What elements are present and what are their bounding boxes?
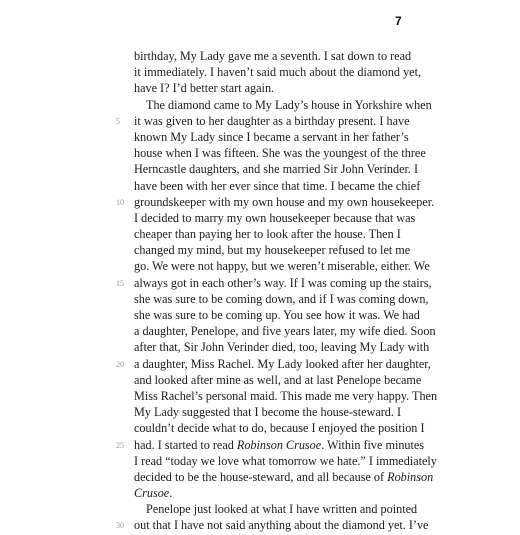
line-text: go. We were not happy, but we weren’t miserable, either. We [134, 259, 430, 274]
text-line [134, 388, 438, 404]
line-text: out that I have not said anything about the diamond yet. I’ve [134, 518, 429, 533]
text-line [134, 178, 421, 194]
text-line [116, 113, 410, 129]
text-line [134, 48, 412, 64]
line-number: 25 [116, 440, 124, 450]
text-line [116, 437, 425, 453]
line-text: Herncastle daughters, and she married Sir John Verinder. I [134, 162, 419, 177]
text-line [134, 129, 409, 145]
text-line [134, 242, 411, 258]
line-text: have been with her ever since that time. I became the chief [134, 178, 421, 193]
text-line [134, 161, 419, 177]
text-line [134, 469, 434, 485]
line-text: and looked after mine as well, and at last Penelope became [134, 372, 422, 387]
page-number: 7 [395, 14, 402, 28]
text-line [134, 420, 425, 436]
line-number: 5 [116, 116, 120, 126]
text-line [116, 194, 435, 210]
body-text [116, 48, 438, 534]
line-text: house when I was fifteen. She was the youngest of the three [134, 146, 426, 161]
line-text: . [169, 486, 173, 501]
line-text: known My Lady since I became a servant in her father’s [134, 129, 409, 144]
text-line [134, 372, 422, 388]
line-text: it was given to her daughter as a birthday present. I have [134, 113, 410, 128]
text-line [134, 258, 430, 274]
line-number: 15 [116, 278, 124, 288]
text-line [134, 291, 429, 307]
text-line [134, 210, 416, 226]
line-text: I read “today we love what tomorrow we hate.” I immediately [134, 453, 437, 468]
text-line [134, 97, 432, 113]
line-text: had. I started to read [134, 437, 237, 452]
text-line [134, 501, 418, 517]
text-line [116, 517, 429, 533]
line-text: she was sure to be coming down, and if I was coming down, [134, 291, 429, 306]
line-text: couldn’t decide what to do, because I enjoyed the position I [134, 421, 425, 436]
text-line [134, 339, 430, 355]
line-text: I decided to marry my own housekeeper because that was [134, 210, 416, 225]
text-line [134, 453, 437, 469]
italic-title: Crusoe [134, 486, 170, 501]
line-text: she was sure to be coming up. You see how it was. We had [134, 308, 420, 322]
line-text: My Lady suggested that I become the house-steward. I [134, 405, 402, 420]
text-line [134, 323, 436, 339]
line-text: decided to be the house-steward, and all because of [134, 469, 388, 484]
line-text: it immediately. I haven’t said much about the diamond yet, [134, 65, 422, 80]
text-line [116, 356, 431, 372]
text-line [116, 275, 432, 291]
line-text: Miss Rachel’s personal maid. This made me very happy. Then [134, 388, 438, 403]
text-line [134, 404, 402, 420]
line-text: The diamond came to My Lady’s house in Yorkshire when [146, 97, 432, 112]
italic-title: Robinson [387, 469, 434, 484]
line-text: a daughter, Penelope, and five years later, my wife died. Soon [134, 324, 436, 339]
line-text: always got in each other’s way. If I was coming up the stairs, [134, 275, 432, 290]
text-line [134, 64, 422, 80]
line-number: 30 [116, 521, 124, 531]
line-number: 20 [116, 359, 124, 369]
text-line [134, 307, 420, 323]
line-text: Penelope just looked at what I have written and pointed [146, 502, 418, 517]
line-text: after that, Sir John Verinder died, too, leaving My Lady with [134, 340, 430, 355]
text-line [134, 226, 401, 242]
line-text: . Within five minutes [321, 437, 425, 452]
line-text: a daughter, Miss Rachel. My Lady looked after her daughter, [134, 356, 431, 371]
line-text: birthday, My Lady gave me a seventh. I sat down to read [134, 49, 412, 63]
text-line [134, 485, 394, 501]
line-text: have I? I’d better start again. [134, 81, 275, 96]
italic-title: Robinson Crusoe [236, 437, 322, 452]
text-line [134, 145, 426, 161]
line-text: changed my mind, but my housekeeper refused to let me [134, 243, 411, 258]
line-text: groundskeeper with my own house and my own housekeeper. [134, 194, 435, 209]
line-number: 10 [116, 197, 124, 207]
text-line [134, 80, 394, 96]
line-text: cheaper than paying her to look after the house. Then I [134, 227, 401, 242]
